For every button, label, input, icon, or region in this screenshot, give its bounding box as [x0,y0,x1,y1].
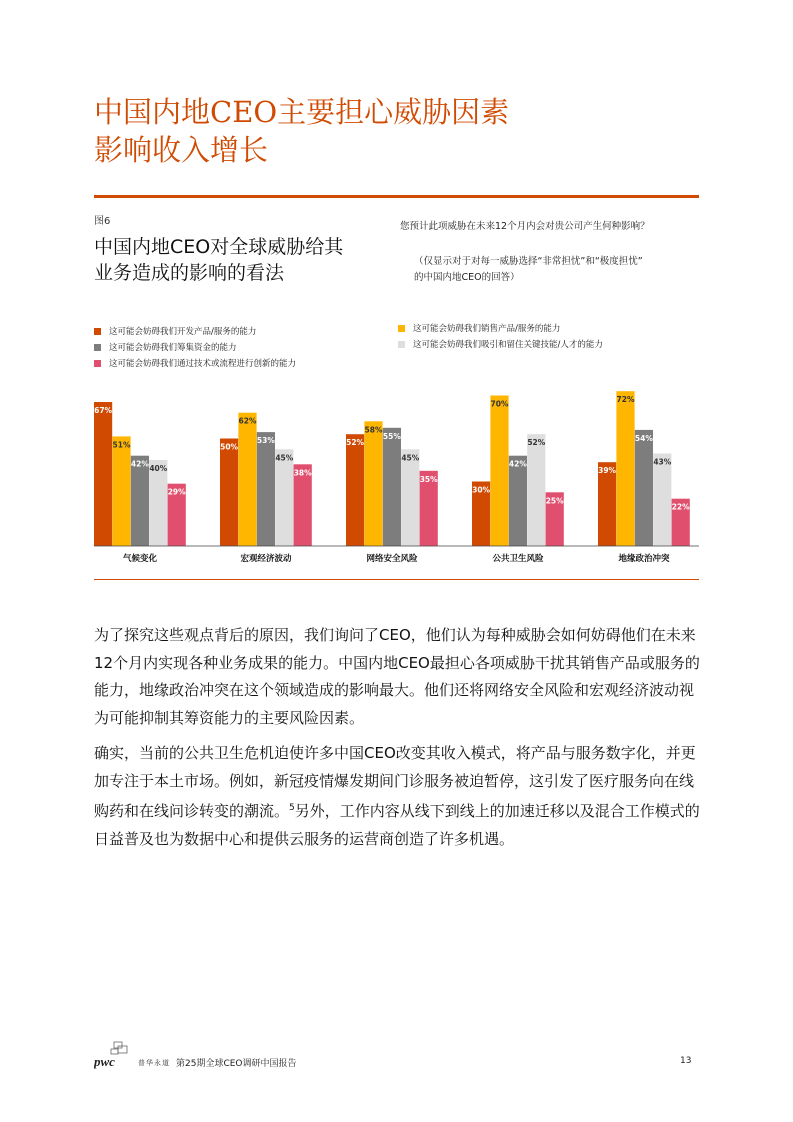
chart-bar [346,434,364,546]
figure-label: 图6 [94,216,111,227]
chinese-brand-mark: 普华永道 [138,1059,170,1067]
threat-impact-bar-chart [94,380,699,575]
legend-item [94,339,296,355]
chart-bar [131,456,149,546]
chart-data-label: 72% [616,395,635,405]
chart-data-label: 45% [401,453,420,463]
chart-data-label: 29% [167,487,186,497]
logo-wordmark: pwc [94,1054,115,1069]
chart-data-label: 67% [94,406,113,415]
chart-bar [635,430,653,546]
page-number: 13 [680,1056,692,1066]
legend-swatch [398,325,405,332]
body-paragraph-2-part1: 确实，当前的公共卫生危机迫使许多中国CEO改变其收入模式，将产品与服务数字化，并更加专注于本土市场。例如，新冠疫情爆发期间门诊服务被迫暂停，这引发了医疗服务向在线购药和在线问诊转变的潮流。 [94,744,696,820]
chart-bar [509,456,527,546]
chart-data-label: 53% [256,436,275,446]
figure-title-line1: 中国内地CEO对全球威胁给其 [94,236,344,258]
chart-data-label: 45% [275,453,294,463]
chart-bar [653,454,671,547]
footer-report-title: 第25期全球CEO调研中国报告 [176,1059,297,1069]
chart-bar [364,421,382,546]
chart-bar [490,396,508,547]
chart-data-label: 52% [346,438,365,448]
legend-item [398,336,603,352]
chart-bar [220,439,238,547]
legend-label: 这可能会妨碍我们筹集资金的能力 [109,343,237,353]
chart-data-label: 70% [490,399,509,409]
legend-label: 这可能会妨碍我们开发产品/服务的能力 [109,327,257,337]
chart-bar [275,449,293,546]
chart-bar [616,391,634,546]
chart-bar [112,436,130,546]
legend-right [398,320,603,352]
pwc-logo [94,1040,130,1070]
figure-note-line1: （仅显示对于对每一威胁选择“非常担忧”和“极度担忧” [414,256,643,267]
figure-note [414,254,704,286]
chart-data-label: 62% [238,416,257,426]
footnote-reference: 5 [289,803,295,813]
legend-swatch [94,344,101,351]
figure-note-line2: 的中国内地CEO的回答） [414,272,520,283]
legend-item [94,323,296,339]
chart-data-label: 50% [220,442,239,452]
chart-data-label: 55% [382,431,401,441]
chart-bar [383,428,401,546]
body-paragraph-1: 为了探究这些观点背后的原因，我们询问了CEO，他们认为每种威胁会如何妨碍他们在未来12个月内实现各种业务成果的能力。中国内地CEO最担心各项威胁干扰其销售产品或服务的能力，地缘政治冲突在这个领域造成的影响最大。他们还将网络安全风险和宏观经济波动视为可能抑制其筹资能力的主要风险因素。 [94,626,700,727]
chart-data-label: 38% [293,468,312,478]
legend-item [94,355,296,371]
chart-category-label: 公共卫生风险 [492,554,544,564]
chart-data-label: 42% [130,459,149,469]
page-title-line2: 影响收入增长 [94,133,269,167]
logo-block [118,1046,127,1053]
figure-title [94,234,394,286]
chart-data-label: 25% [545,496,564,506]
title-divider [94,195,699,198]
chart-bar [94,402,112,546]
legend-left [94,323,296,371]
chart-data-label: 54% [634,433,653,443]
survey-question: 您预计此项威胁在未来12个月内会对贵公司产生何种影响？ [400,221,650,232]
legend-label: 这可能会妨碍我们销售产品/服务的能力 [413,324,561,334]
body-paragraph-2-part2: 另外，工作内容从线下到线上的加速迁移以及混合工作模式的日益普及也为数据中心和提供云服务的运营商创造了许多机遇。 [94,802,700,848]
chart-data-label: 35% [419,474,438,484]
chart-bottom-divider [94,579,699,580]
chart-category-label: 宏观经济波动 [240,554,292,564]
chart-bar [527,434,545,546]
chart-bar [257,432,275,546]
legend-swatch [398,341,405,348]
chart-data-label: 52% [527,438,546,448]
chart-data-label: 58% [364,425,383,435]
page-title-line1: 中国内地CEO主要担心威胁因素 [94,95,510,129]
figure-title-line2: 业务造成的影响的看法 [94,262,285,284]
chart-category-label: 地缘政治冲突 [618,554,670,564]
chart-bar [401,449,419,546]
chart-category-label: 网络安全风险 [366,554,418,564]
chart-data-label: 42% [508,459,527,469]
legend-label: 这可能会妨碍我们通过技术或流程进行创新的能力 [109,359,297,369]
chart-data-label: 30% [472,485,491,495]
chart-bar [238,413,256,546]
chart-data-label: 51% [112,440,131,450]
page-title [94,93,714,169]
chart-category-label: 气候变化 [122,554,158,564]
body-paragraph-2 [94,740,704,853]
legend-swatch [94,360,101,367]
legend-label: 这可能会妨碍我们吸引和留住关键技能/人才的能力 [413,340,603,350]
legend-swatch [94,328,101,335]
legend-item [398,320,603,336]
chart-data-label: 39% [598,466,617,476]
chart-data-label: 22% [671,502,690,512]
chart-data-label: 40% [149,464,168,473]
chart-data-label: 43% [653,457,672,467]
